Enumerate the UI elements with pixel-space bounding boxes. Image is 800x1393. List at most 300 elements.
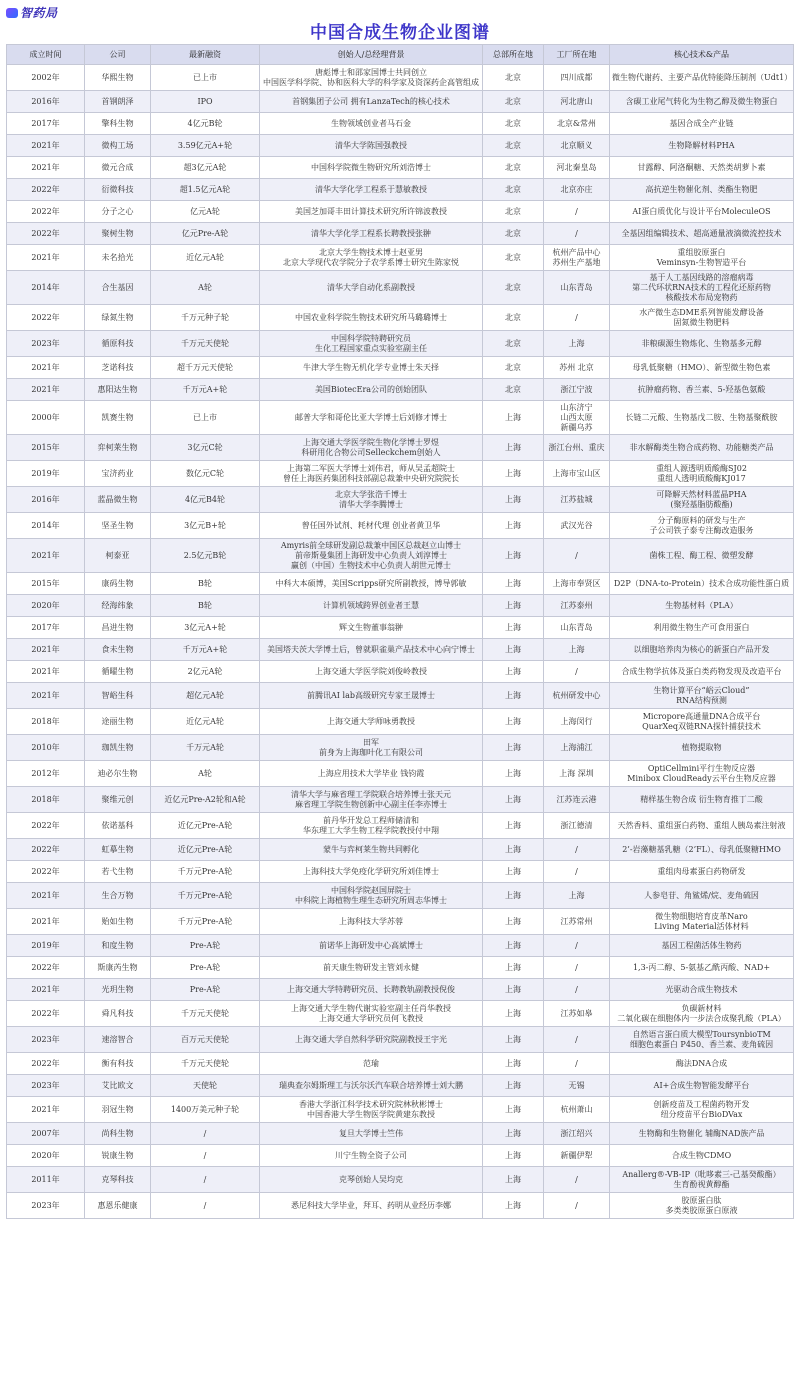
founder-cell: 中国科学院微生物研究所刘浩博士	[260, 157, 483, 179]
founded-cell: 2017年	[7, 617, 85, 639]
hq-cell: 上海	[483, 617, 544, 639]
tech-product-cell: 重组人源透明质酸酶SJ02 重组人透明质酸酶KJ017	[610, 461, 794, 487]
funding-cell: 3.59亿元A+轮	[151, 135, 260, 157]
tech-product-cell: 非水解酶类生物合成药物、功能糖类产品	[610, 435, 794, 461]
hq-cell: 上海	[483, 761, 544, 787]
founded-cell: 2021年	[7, 883, 85, 909]
table-row	[7, 513, 794, 539]
factory-cell: /	[544, 839, 610, 861]
tech-product-cell: 2’-岩藻糖基乳糖（2’FL）、母乳低聚糖HMO	[610, 839, 794, 861]
factory-cell: /	[544, 201, 610, 223]
founded-cell: 2022年	[7, 305, 85, 331]
founded-cell: 2021年	[7, 379, 85, 401]
founder-cell: 田军 前身为上海珈叶化工有限公司	[260, 735, 483, 761]
funding-cell: Pre-A轮	[151, 957, 260, 979]
table-row	[7, 709, 794, 735]
tech-product-cell: 生物基材料（PLA）	[610, 595, 794, 617]
tech-product-cell: 抗肿瘤药物、香兰素、5-羟基色氨酸	[610, 379, 794, 401]
column-header-founder: 创始人/总经理背景	[260, 45, 483, 65]
founded-cell: 2000年	[7, 401, 85, 435]
tech-product-cell: 重组胶原蛋白 Veminsyn-生物智造平台	[610, 245, 794, 271]
founded-cell: 2015年	[7, 573, 85, 595]
founded-cell: 2020年	[7, 1145, 85, 1167]
company-cell: 微元合成	[85, 157, 151, 179]
hq-cell: 北京	[483, 331, 544, 357]
factory-cell: 上海市奉贤区	[544, 573, 610, 595]
founded-cell: 2022年	[7, 813, 85, 839]
funding-cell: 超亿元A轮	[151, 683, 260, 709]
tech-product-cell: 生物降解材料PHA	[610, 135, 794, 157]
hq-cell: 上海	[483, 513, 544, 539]
table-row	[7, 1053, 794, 1075]
hq-cell: 北京	[483, 179, 544, 201]
table-row	[7, 1145, 794, 1167]
founded-cell: 2021年	[7, 979, 85, 1001]
company-cell: 虹摹生物	[85, 839, 151, 861]
funding-cell: 3亿元C轮	[151, 435, 260, 461]
hq-cell: 北京	[483, 65, 544, 91]
tech-product-cell: 合成生物CDMO	[610, 1145, 794, 1167]
company-cell: 蓝晶微生物	[85, 487, 151, 513]
table-row	[7, 573, 794, 595]
founder-cell: 清华大学陈国强教授	[260, 135, 483, 157]
factory-cell: 上海	[544, 883, 610, 909]
factory-cell: 浙江绍兴	[544, 1123, 610, 1145]
founder-cell: 计算机领域跨界创业者王慧	[260, 595, 483, 617]
founded-cell: 2019年	[7, 935, 85, 957]
tech-product-cell: 人参皂苷、角鲨烯/烷、麦角硫因	[610, 883, 794, 909]
hq-cell: 上海	[483, 487, 544, 513]
factory-cell: 江苏常州	[544, 909, 610, 935]
table-header-row	[7, 45, 794, 65]
founder-cell: 上海交通大学医学院生物化学博士罗煜 科研用化合物公司Selleckchem创始人	[260, 435, 483, 461]
founded-cell: 2021年	[7, 639, 85, 661]
company-cell: 未名拾光	[85, 245, 151, 271]
factory-cell: 上海市宝山区	[544, 461, 610, 487]
hq-cell: 上海	[483, 709, 544, 735]
company-cell: 循曜生物	[85, 661, 151, 683]
hq-cell: 上海	[483, 539, 544, 573]
founded-cell: 2022年	[7, 1053, 85, 1075]
table-row	[7, 65, 794, 91]
founder-cell: 前天康生物研发主管刘永健	[260, 957, 483, 979]
factory-cell: /	[544, 661, 610, 683]
factory-cell: /	[544, 1027, 610, 1053]
founder-cell: 生物领域创业者马石金	[260, 113, 483, 135]
hq-cell: 上海	[483, 935, 544, 957]
founded-cell: 2022年	[7, 1001, 85, 1027]
factory-cell: 上海	[544, 331, 610, 357]
tech-product-cell: 自然语言蛋白质大模型ToursynbioTM 细胞色素蛋白 P450、香兰素、麦角硫因	[610, 1027, 794, 1053]
company-cell: 若弋生物	[85, 861, 151, 883]
founded-cell: 2022年	[7, 201, 85, 223]
column-header-founded: 成立时间	[7, 45, 85, 65]
funding-cell: 亿元A轮	[151, 201, 260, 223]
table-row	[7, 1027, 794, 1053]
factory-cell: 河北秦皇岛	[544, 157, 610, 179]
table-row	[7, 135, 794, 157]
founder-cell: 唐彪博士和邵家国博士共同创立 中国医学科学院、协和医科大学的科学家及资深药企高管组成	[260, 65, 483, 91]
company-cell: 首钢朗泽	[85, 91, 151, 113]
founder-cell: 上海科技大学苏蓉	[260, 909, 483, 935]
hq-cell: 上海	[483, 787, 544, 813]
founder-cell: 清华大学化学工程系于慧敏教授	[260, 179, 483, 201]
tech-product-cell: 基因合成全产业链	[610, 113, 794, 135]
table-row	[7, 979, 794, 1001]
founded-cell: 2014年	[7, 271, 85, 305]
tech-product-cell: 长链二元酸、生物基戊二胺、生物基聚酰胺	[610, 401, 794, 435]
table-row	[7, 617, 794, 639]
factory-cell: 无锡	[544, 1075, 610, 1097]
funding-cell: 超1.5亿元A轮	[151, 179, 260, 201]
factory-cell: 江苏连云港	[544, 787, 610, 813]
founded-cell: 2018年	[7, 709, 85, 735]
table-row	[7, 1123, 794, 1145]
table-row	[7, 861, 794, 883]
factory-cell: 四川成都	[544, 65, 610, 91]
company-cell: 迪必尔生物	[85, 761, 151, 787]
table-row	[7, 761, 794, 787]
tech-product-cell: 可降解天然材料蓝晶PHA (聚羟基脂肪酸酯)	[610, 487, 794, 513]
factory-cell: /	[544, 861, 610, 883]
company-cell: 珈凯生物	[85, 735, 151, 761]
funding-cell: A轮	[151, 761, 260, 787]
funding-cell: 超3亿元A轮	[151, 157, 260, 179]
founded-cell: 2021年	[7, 135, 85, 157]
tech-product-cell: 酶法DNA合成	[610, 1053, 794, 1075]
founded-cell: 2016年	[7, 91, 85, 113]
factory-cell: 上海	[544, 639, 610, 661]
table-row	[7, 487, 794, 513]
funding-cell: 千万元种子轮	[151, 305, 260, 331]
table-row	[7, 813, 794, 839]
hq-cell: 上海	[483, 683, 544, 709]
hq-cell: 上海	[483, 1027, 544, 1053]
factory-cell: /	[544, 979, 610, 1001]
company-cell: 贻如生物	[85, 909, 151, 935]
tech-product-cell: 基于人工基因线路的溶瘤病毒 第二代环状RNA技术的工程化还原药物 核酸技术布局宠物药	[610, 271, 794, 305]
founded-cell: 2021年	[7, 157, 85, 179]
tech-product-cell: 全基因组编辑技术、超高通量液滴微流控技术	[610, 223, 794, 245]
funding-cell: 3亿元B+轮	[151, 513, 260, 539]
company-cell: 坚圣生物	[85, 513, 151, 539]
founder-cell: 美国芝加哥丰田计算技术研究所许锦波教授	[260, 201, 483, 223]
founded-cell: 2019年	[7, 461, 85, 487]
factory-cell: 河北唐山	[544, 91, 610, 113]
founded-cell: 2002年	[7, 65, 85, 91]
tech-product-cell: 基因工程菌活体生物药	[610, 935, 794, 957]
tech-product-cell: 微生物代谢药、主要产品优特能降压制剂（Udt1）	[610, 65, 794, 91]
company-cell: 途丽生物	[85, 709, 151, 735]
factory-cell: 杭州研发中心	[544, 683, 610, 709]
hq-cell: 北京	[483, 245, 544, 271]
table-row	[7, 883, 794, 909]
hq-cell: 北京	[483, 135, 544, 157]
founded-cell: 2014年	[7, 513, 85, 539]
funding-cell: /	[151, 1193, 260, 1219]
founder-cell: 瑞典查尔姆斯理工与沃尔沃汽车联合培养博士刘大鹏	[260, 1075, 483, 1097]
table-row	[7, 401, 794, 435]
factory-cell: 新疆伊犁	[544, 1145, 610, 1167]
founded-cell: 2022年	[7, 179, 85, 201]
founder-cell: 曾任国外试剂、耗材代理 创业者黄卫华	[260, 513, 483, 539]
tech-product-cell: 1,3-丙二醇、5-氨基乙酰丙酸、NAD+	[610, 957, 794, 979]
company-cell: 惠恩乐健康	[85, 1193, 151, 1219]
funding-cell: 2.5亿元B轮	[151, 539, 260, 573]
factory-cell: 江苏泰州	[544, 595, 610, 617]
founded-cell: 2021年	[7, 909, 85, 935]
funding-cell: 百万元天使轮	[151, 1027, 260, 1053]
funding-cell: 千万元Pre-A轮	[151, 883, 260, 909]
page-title: 中国合成生物企业图谱	[310, 23, 490, 43]
factory-cell: 上海 深圳	[544, 761, 610, 787]
funding-cell: 4亿元B轮	[151, 113, 260, 135]
funding-cell: 3亿元A+轮	[151, 617, 260, 639]
company-cell: 昌进生物	[85, 617, 151, 639]
founder-cell: 香港大学浙江科学技术研究院林秋彬博士 中国香港大学生物医学院黄建东教授	[260, 1097, 483, 1123]
table-row	[7, 1097, 794, 1123]
tech-product-cell: 以细胞培养肉为核心的新蛋白产品开发	[610, 639, 794, 661]
founded-cell: 2023年	[7, 1193, 85, 1219]
funding-cell: 近亿元A轮	[151, 245, 260, 271]
table-row	[7, 787, 794, 813]
tech-product-cell: 含碳工业尾气转化为生物乙醇及微生物蛋白	[610, 91, 794, 113]
funding-cell: 超千万元天使轮	[151, 357, 260, 379]
founded-cell: 2015年	[7, 435, 85, 461]
hq-cell: 上海	[483, 1075, 544, 1097]
hq-cell: 上海	[483, 909, 544, 935]
hq-cell: 上海	[483, 883, 544, 909]
factory-cell: 浙江宁波	[544, 379, 610, 401]
funding-cell: /	[151, 1123, 260, 1145]
founder-cell: 上海交通大学特聘研究员、长聘教轨副教授倪俊	[260, 979, 483, 1001]
founded-cell: 2022年	[7, 839, 85, 861]
column-header-company: 公司	[85, 45, 151, 65]
funding-cell: Pre-A轮	[151, 935, 260, 957]
column-header-funding: 最新融资	[151, 45, 260, 65]
company-cell: 衍微科技	[85, 179, 151, 201]
factory-cell: 浙江德清	[544, 813, 610, 839]
tech-product-cell: 创新疫苗及工程菌药物开发 纽分疫苗平台BioDVax	[610, 1097, 794, 1123]
funding-cell: 2亿元A轮	[151, 661, 260, 683]
factory-cell: 上海浦江	[544, 735, 610, 761]
hq-cell: 上海	[483, 839, 544, 861]
factory-cell: 山东青岛	[544, 617, 610, 639]
founder-cell: 前丹华开发总工程师储清和 华东理工大学生物工程学院教授付中翔	[260, 813, 483, 839]
tech-product-cell: 精样基生物合成 衍生物育推丁二酸	[610, 787, 794, 813]
hq-cell: 上海	[483, 1097, 544, 1123]
founder-cell: 辉文生物董事翁翀	[260, 617, 483, 639]
funding-cell: 千万元A+轮	[151, 379, 260, 401]
funding-cell: Pre-A轮	[151, 979, 260, 1001]
company-cell: 聚树生物	[85, 223, 151, 245]
company-cell: 循原科技	[85, 331, 151, 357]
table-row	[7, 1075, 794, 1097]
founder-cell: 中国农业科学院生物技术研究所马璐璐博士	[260, 305, 483, 331]
founded-cell: 2021年	[7, 661, 85, 683]
table-body	[7, 65, 794, 1219]
funding-cell: 千万元天使轮	[151, 331, 260, 357]
founder-cell: 美国塔夫茨大学博士后，曾就职雀巢产品技术中心向宁博士	[260, 639, 483, 661]
hq-cell: 北京	[483, 271, 544, 305]
hq-cell: 北京	[483, 305, 544, 331]
table-row	[7, 271, 794, 305]
table-row	[7, 357, 794, 379]
factory-cell: 苏州 北京	[544, 357, 610, 379]
table-row	[7, 639, 794, 661]
founder-cell: 上海交通大学医学院刘俊岭教授	[260, 661, 483, 683]
company-cell: 智峪生科	[85, 683, 151, 709]
funding-cell: 近亿元Pre-A轮	[151, 813, 260, 839]
founded-cell: 2021年	[7, 683, 85, 709]
funding-cell: 已上市	[151, 401, 260, 435]
founded-cell: 2010年	[7, 735, 85, 761]
factory-cell: /	[544, 935, 610, 957]
company-cell: 聚维元创	[85, 787, 151, 813]
hq-cell: 上海	[483, 1193, 544, 1219]
factory-cell: /	[544, 305, 610, 331]
founder-cell: 牛津大学生物无机化学专业博士朱天择	[260, 357, 483, 379]
factory-cell: 浙江台州、重庆	[544, 435, 610, 461]
company-cell: 艾比欧文	[85, 1075, 151, 1097]
founder-cell: 前腾讯AI lab高级研究专家王晟博士	[260, 683, 483, 709]
tech-product-cell: 合成生物学抗体及蛋白类药物发现及改造平台	[610, 661, 794, 683]
table-row	[7, 839, 794, 861]
table-row	[7, 201, 794, 223]
founded-cell: 2021年	[7, 357, 85, 379]
company-cell: 弈柯莱生物	[85, 435, 151, 461]
hq-cell: 上海	[483, 401, 544, 435]
tech-product-cell: 母乳低聚糖（HMO）、新型微生物色素	[610, 357, 794, 379]
factory-cell: /	[544, 957, 610, 979]
company-cell: 经海纬象	[85, 595, 151, 617]
funding-cell: /	[151, 1167, 260, 1193]
founder-cell: 前诺华上海研发中心高斌博士	[260, 935, 483, 957]
company-cell: 华熙生物	[85, 65, 151, 91]
hq-cell: 北京	[483, 91, 544, 113]
company-cell: 克琴科技	[85, 1167, 151, 1193]
tech-product-cell: Anallerg®-VB-IP（吡哆素三-己基癸酸酯） 生育酚视黄醇酯	[610, 1167, 794, 1193]
company-cell: 衡有科技	[85, 1053, 151, 1075]
hq-cell: 上海	[483, 595, 544, 617]
table-row	[7, 1167, 794, 1193]
company-cell: 分子之心	[85, 201, 151, 223]
hq-cell: 北京	[483, 201, 544, 223]
company-cell: 和度生物	[85, 935, 151, 957]
hq-cell: 上海	[483, 639, 544, 661]
company-cell: 舜凡科技	[85, 1001, 151, 1027]
funding-cell: B轮	[151, 595, 260, 617]
company-cell: 速溶智合	[85, 1027, 151, 1053]
funding-cell: 千万元Pre-A轮	[151, 861, 260, 883]
founder-cell: 悉尼科技大学毕业，拜耳、药明从业经历李娜	[260, 1193, 483, 1219]
tech-product-cell: 重组肉母素蛋白药物研发	[610, 861, 794, 883]
tech-product-cell: 高抗逆生物催化剂、类酯生物肥	[610, 179, 794, 201]
founder-cell: 上海第二军医大学博士刘伟君，师从吴孟超院士 曾任上海医药集团科技部副总裁兼中央研究院院长	[260, 461, 483, 487]
column-header-hq: 总部所在地	[483, 45, 544, 65]
founded-cell: 2021年	[7, 245, 85, 271]
founder-cell: 克琴创始人吴均克	[260, 1167, 483, 1193]
factory-cell: 山东青岛	[544, 271, 610, 305]
founder-cell: 邮普大学和哥伦比亚大学博士后刘修才博士	[260, 401, 483, 435]
factory-cell: /	[544, 223, 610, 245]
factory-cell: /	[544, 1053, 610, 1075]
founder-cell: 清华大学与麻省理工学院联合培养博士张天元 麻省理工学院生物创新中心副主任李亦博士	[260, 787, 483, 813]
founder-cell: 上海应用技术大学毕业 钱钧霞	[260, 761, 483, 787]
table-row	[7, 179, 794, 201]
tech-product-cell: 菌株工程、酶工程、微塑发酵	[610, 539, 794, 573]
hq-cell: 上海	[483, 979, 544, 1001]
company-table	[6, 44, 794, 1219]
tech-product-cell: 负碳新材料 二氧化碳在细胞体内一步法合成聚乳酸（PLA）	[610, 1001, 794, 1027]
table-row	[7, 113, 794, 135]
funding-cell: 亿元Pre-A轮	[151, 223, 260, 245]
funding-cell: 近亿元A轮	[151, 709, 260, 735]
factory-cell: 北京顺义	[544, 135, 610, 157]
factory-cell: /	[544, 1193, 610, 1219]
column-header-factory: 工厂所在地	[544, 45, 610, 65]
funding-cell: 千万元天使轮	[151, 1001, 260, 1027]
hq-cell: 上海	[483, 1001, 544, 1027]
factory-cell: /	[544, 1167, 610, 1193]
founded-cell: 2021年	[7, 1097, 85, 1123]
hq-cell: 北京	[483, 357, 544, 379]
funding-cell: 千万元A+轮	[151, 639, 260, 661]
tech-product-cell: 利用微生物生产可食用蛋白	[610, 617, 794, 639]
company-cell: 柯泰亚	[85, 539, 151, 573]
funding-cell: 4亿元B4轮	[151, 487, 260, 513]
company-cell: 食未生物	[85, 639, 151, 661]
company-cell: 惠阳达生物	[85, 379, 151, 401]
table-row	[7, 957, 794, 979]
founder-cell: 川宁生物全资子公司	[260, 1145, 483, 1167]
founded-cell: 2022年	[7, 223, 85, 245]
tech-product-cell: 生物酶和生物催化 辅酶NAD族产品	[610, 1123, 794, 1145]
founded-cell: 2017年	[7, 113, 85, 135]
funding-cell: 已上市	[151, 65, 260, 91]
tech-product-cell: 甘露醇、阿洛酮糖、天然类胡萝卜素	[610, 157, 794, 179]
founder-cell: 清华大学自动化系副教授	[260, 271, 483, 305]
founder-cell: 中科大本硕博，美国Scripps研究所副教授，博导郭敏	[260, 573, 483, 595]
table-row	[7, 245, 794, 271]
founder-cell: 上海交通大学生物代谢实验室副主任肖华教授 上海交通大学研究员何飞教授	[260, 1001, 483, 1027]
founder-cell: 美国BiotecEra公司的创始团队	[260, 379, 483, 401]
founder-cell: 上海交通大学自然科学研究院副教授王宇光	[260, 1027, 483, 1053]
hq-cell: 北京	[483, 379, 544, 401]
funding-cell: 千万元Pre-A轮	[151, 909, 260, 935]
founded-cell: 2021年	[7, 539, 85, 573]
funding-cell: 近亿元Pre-A2轮和A轮	[151, 787, 260, 813]
company-cell: 合生基因	[85, 271, 151, 305]
brand-name: 智药局	[20, 6, 58, 20]
tech-product-cell: 非粮碳源生物炼化、生物基多元醇	[610, 331, 794, 357]
hq-cell: 上海	[483, 813, 544, 839]
table-row	[7, 91, 794, 113]
table-row	[7, 435, 794, 461]
founder-cell: 中国科学院特聘研究员 生化工程国家重点实验室副主任	[260, 331, 483, 357]
table-row	[7, 735, 794, 761]
factory-cell: 山东济宁 山西太原 新疆乌苏	[544, 401, 610, 435]
founded-cell: 2022年	[7, 957, 85, 979]
company-cell: 生合万物	[85, 883, 151, 909]
funding-cell: IPO	[151, 91, 260, 113]
tech-product-cell: 生物计算平台“峪云Cloud” RNA结构预测	[610, 683, 794, 709]
column-header-tech-product: 核心技术&产品	[610, 45, 794, 65]
tech-product-cell: 光驱动合成生物技术	[610, 979, 794, 1001]
company-cell: 擎科生物	[85, 113, 151, 135]
factory-cell: 北京亦庄	[544, 179, 610, 201]
tech-product-cell: 分子酶原料的研发与生产 子公司铁子泰专注酶改造服务	[610, 513, 794, 539]
